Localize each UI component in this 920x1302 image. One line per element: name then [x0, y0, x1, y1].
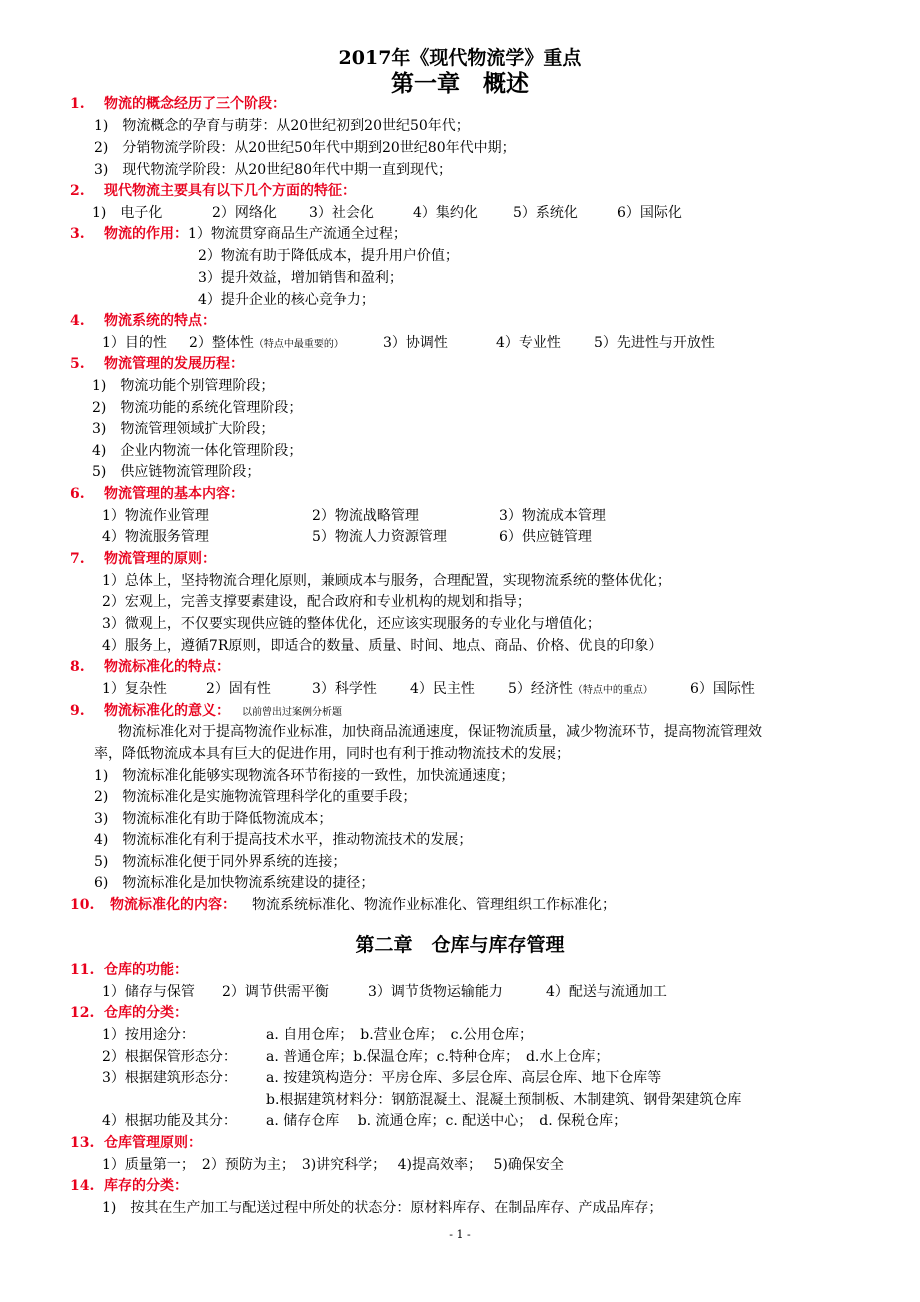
list-item: 4）专业性 [496, 335, 561, 351]
list-item: 6）国际化 [617, 205, 682, 221]
list-item: 5）先进性与开放性 [594, 335, 715, 351]
section-7-heading: 7. 物流管理的原则： [70, 551, 216, 567]
section-5-heading: 5. 物流管理的发展历程： [70, 356, 244, 372]
page-number: - 1 - [449, 1228, 471, 1241]
list-item: 1) 电子化 [92, 205, 163, 221]
list-item: 3）科学性 [312, 681, 377, 697]
list-item: 2）宏观上，完善支撑要素建设，配合政府和专业机构的规划和指导； [102, 594, 531, 610]
list-item: 4）提升企业的核心竞争力； [198, 292, 375, 308]
list-item: 3）社会化 [309, 205, 374, 221]
list-item: 5) 供应链物流管理阶段； [92, 464, 261, 480]
list-item: 1）物流作业管理 [102, 508, 209, 524]
chapter-2-heading: 第二章 仓库与库存管理 [355, 934, 565, 956]
section-9-heading: 9. 物流标准化的意义： 以前曾出过案例分析题 [70, 703, 342, 719]
list-item: 3）调节货物运输能力 [368, 984, 503, 1000]
list-item: 5）系统化 [513, 205, 578, 221]
section-4-heading: 4. 物流系统的特点： [70, 313, 216, 329]
paragraph: 率，降低物流成本具有巨大的促进作用，同时也有利于推动物流技术的发展； [94, 746, 570, 762]
section-8-heading: 8. 物流标准化的特点： [70, 659, 230, 675]
list-item: 6）国际性 [690, 681, 755, 697]
list-item: 1）按用途分： [102, 1027, 195, 1043]
list-item: a. 自用仓库； b.营业仓库； c.公用仓库； [266, 1027, 533, 1043]
list-item: 1) 物流功能个别管理阶段； [92, 378, 275, 394]
list-item: b.根据建筑材料分：钢筋混凝土、混凝土预制板、木制建筑、钢骨架建筑仓库 [266, 1092, 742, 1108]
list-item: 4）配送与流通加工 [546, 984, 667, 1000]
list-item: a. 普通仓库；b.保温仓库；c.特种仓库； d.水上仓库； [266, 1049, 610, 1065]
list-item: 6) 物流标准化是加快物流系统建设的捷径； [94, 875, 375, 891]
section-6-heading: 6. 物流管理的基本内容： [70, 486, 244, 502]
list-item: 3) 现代物流学阶段：从20世纪80年代中期一直到现代； [94, 162, 452, 178]
list-item: 4）服务上，遵循7R原则，即适合的数量、质量、时间、地点、商品、价格、优良的印象） [102, 638, 663, 654]
section-11-heading: 11. 仓库的功能： [70, 962, 188, 978]
list-item: 3）微观上，不仅要实现供应链的整体优化，还应该实现服务的专业化与增值化； [102, 616, 601, 632]
list-item: 5）经济性（特点中的重点） [508, 681, 653, 697]
section-13-heading: 13. 仓库管理原则： [70, 1135, 202, 1151]
list-item: 1) 按其在生产加工与配送过程中所处的状态分：原材料库存、在制品库存、产成品库存； [102, 1200, 663, 1216]
list-item: 3）提升效益，增加销售和盈利； [198, 270, 403, 286]
section-1-heading: 1. 物流的概念经历了三个阶段： [70, 96, 286, 112]
list-item: 4）民主性 [410, 681, 475, 697]
list-item: 3）协调性 [383, 335, 448, 351]
list-item: 4）根据功能及其分： [102, 1113, 237, 1129]
list-item: 4）集约化 [413, 205, 478, 221]
list-item: 3）物流成本管理 [499, 508, 606, 524]
list-item: 1）复杂性 [102, 681, 167, 697]
section-10-heading: 10. 物流标准化的内容： 物流系统标准化、物流作业标准化、管理组织工作标准化； [70, 897, 616, 913]
list-item: 2）固有性 [206, 681, 271, 697]
list-item: 5) 物流标准化便于同外界系统的连接； [94, 854, 347, 870]
list-item: 4）物流服务管理 [102, 529, 209, 545]
list-item: 4) 物流标准化有利于提高技术水平，推动物流技术的发展； [94, 832, 473, 848]
paragraph: 物流标准化对于提高物流作业标准，加快商品流通速度，保证物流质量，减少物流环节，提高物流管理效 [118, 724, 762, 740]
list-item: 2）网络化 [212, 205, 277, 221]
list-item: 2) 物流标准化是实施物流管理科学化的重要手段； [94, 789, 417, 805]
document-title: 2017年《现代物流学》重点 [338, 47, 582, 69]
section-3-heading: 3. 物流的作用：1）物流贯穿商品生产流通全过程； [70, 226, 407, 242]
list-item: 2）物流战略管理 [312, 508, 419, 524]
list-item: 2) 分销物流学阶段：从20世纪50年代中期到20世纪80年代中期； [94, 140, 516, 156]
list-item: 1）目的性 [102, 335, 167, 351]
list-item: a. 储存仓库 b. 流通仓库；c. 配送中心； d. 保税仓库； [266, 1113, 628, 1129]
list-item: 3) 物流管理领域扩大阶段； [92, 421, 275, 437]
list-item: 4) 企业内物流一体化管理阶段； [92, 443, 303, 459]
list-item: 1) 物流标准化能够实现物流各环节衔接的一致性，加快流通速度； [94, 768, 515, 784]
list-item: 2）根据保管形态分： [102, 1049, 237, 1065]
list-item: 2）物流有助于降低成本，提升用户价值； [198, 248, 459, 264]
list-item: 2）整体性（特点中最重要的） [189, 335, 344, 351]
chapter-1-heading: 第一章 概述 [391, 70, 529, 97]
list-item: 6）供应链管理 [499, 529, 592, 545]
list-item: 3）根据建筑形态分： [102, 1070, 237, 1086]
section-14-heading: 14. 库存的分类： [70, 1178, 188, 1194]
list-item: 3) 物流标准化有助于降低物流成本； [94, 811, 333, 827]
list-item: 1）储存与保管 [102, 984, 195, 1000]
section-2-heading: 2. 现代物流主要具有以下几个方面的特征： [70, 183, 356, 199]
list-item: 2) 物流功能的系统化管理阶段； [92, 400, 303, 416]
list-item: 5）物流人力资源管理 [312, 529, 447, 545]
list-item: 1）总体上，坚持物流合理化原则，兼顾成本与服务，合理配置，实现物流系统的整体优化； [102, 573, 671, 589]
section-12-heading: 12. 仓库的分类： [70, 1005, 188, 1021]
list-item: 2）调节供需平衡 [222, 984, 329, 1000]
list-item: a. 按建筑构造分：平房仓库、多层仓库、高层仓库、地下仓库等 [266, 1070, 662, 1086]
list-item: 1）质量第一； 2）预防为主； 3)讲究科学； 4)提高效率； 5)确保安全 [102, 1157, 564, 1173]
list-item: 1) 物流概念的孕育与萌芽：从20世纪初到20世纪50年代； [94, 118, 470, 134]
